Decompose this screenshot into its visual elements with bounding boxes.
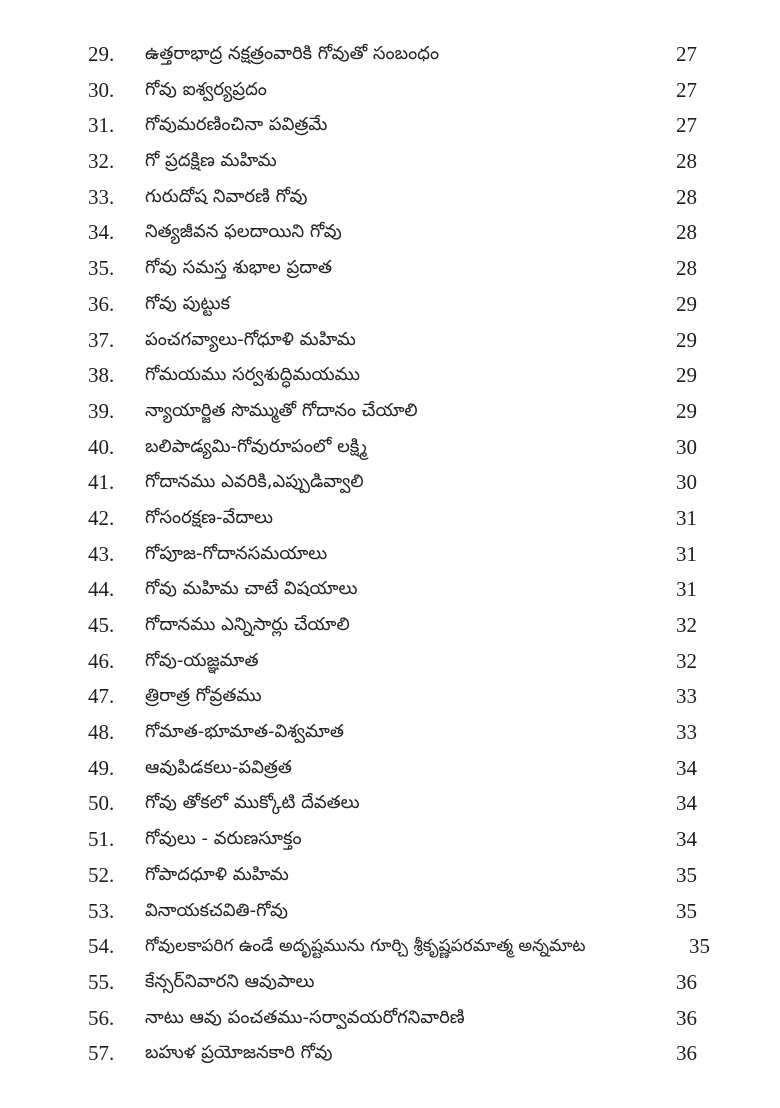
toc-entry: [0, 74, 780, 110]
entry-page-number: 36: [676, 1041, 697, 1066]
entry-title: గోవు ఐశ్వర్యప్రదం: [145, 78, 267, 100]
entry-title: గోవులు - వరుణసూక్తం: [145, 828, 302, 850]
entry-title: న్యాయార్జిత సొమ్ముతో గోదానం చేయాలి: [145, 399, 418, 421]
entry-title: గురుదోష నివారణి గోవు: [145, 185, 308, 207]
entry-page-number: 28: [676, 149, 697, 174]
entry-page-number: 36: [676, 969, 697, 994]
entry-title: గోవు సమస్త శుభాల ప్రదాత: [145, 257, 333, 279]
entry-title: బహుళ ప్రయోజనకారి గోవు: [145, 1042, 333, 1064]
entry-title: గోవు-యజ్ఞమాత: [145, 649, 259, 671]
toc-entry: [0, 680, 780, 716]
entry-number: 38.: [88, 363, 115, 388]
entry-number: 49.: [88, 755, 115, 780]
entry-title: కేన్సర్‌నివారని ఆవుపాలు: [145, 970, 315, 992]
toc-entry: [0, 145, 780, 181]
entry-page-number: 28: [676, 184, 697, 209]
toc-entry: [0, 395, 780, 431]
entry-page-number: 36: [676, 1005, 697, 1030]
entry-number: 54.: [88, 934, 115, 959]
entry-page-number: 33: [676, 684, 697, 709]
entry-number: 50.: [88, 791, 115, 816]
entry-number: 47.: [88, 684, 115, 709]
entry-page-number: 29: [676, 327, 697, 352]
toc-entry: [0, 823, 780, 859]
entry-number: 32.: [88, 149, 115, 174]
entry-number: 48.: [88, 720, 115, 745]
entry-number: 30.: [88, 77, 115, 102]
entry-page-number: 34: [676, 791, 697, 816]
toc-entry: [0, 609, 780, 645]
entry-number: 37.: [88, 327, 115, 352]
entry-number: 39.: [88, 398, 115, 423]
entry-page-number: 32: [676, 613, 697, 637]
entry-title: గోవుమరణించినా పవిత్రమే: [145, 114, 328, 136]
entry-page-number: 27: [676, 113, 697, 138]
entry-title: గోపూజ-గోదానసమయాలు: [145, 542, 328, 564]
toc-entry: [0, 1002, 780, 1038]
entry-page-number: 28: [676, 256, 697, 281]
toc-entry: [0, 538, 780, 574]
entry-page-number: 31: [676, 541, 697, 566]
toc-entry: [0, 573, 780, 609]
entry-number: 55.: [88, 969, 115, 994]
entry-title: గోవు పుట్టుక: [145, 292, 231, 314]
toc-entry: [0, 859, 780, 895]
entry-page-number: 27: [676, 42, 697, 66]
entry-number: 29.: [88, 42, 115, 66]
toc-entry: [0, 752, 780, 788]
entry-number: 35.: [88, 256, 115, 281]
entry-number: 56.: [88, 1005, 115, 1030]
entry-title: గోదానము ఎవరికి,ఎప్పుడివ్వాలి: [145, 471, 364, 493]
entry-page-number: 35: [676, 862, 697, 887]
toc-entry: [0, 966, 780, 1002]
toc-entry: [0, 431, 780, 467]
entry-number: 53.: [88, 898, 115, 923]
entry-number: 41.: [88, 470, 115, 495]
toc-entry: [0, 716, 780, 752]
entry-number: 46.: [88, 648, 115, 673]
entry-number: 36.: [88, 291, 115, 316]
entry-title: గోపాదధూళి మహిమ: [145, 863, 289, 885]
entry-title: నిత్యజీవన ఫలదాయిని గోవు: [145, 221, 342, 243]
toc-entry: [0, 216, 780, 252]
entry-page-number: 30: [676, 434, 697, 459]
toc-entry: [0, 895, 780, 931]
entry-page-number: 27: [676, 77, 697, 102]
entry-title: ఆవుపిడకలు-పవిత్రత: [145, 756, 292, 778]
entry-title: బలిపాడ్యమి-గోవురూపంలో లక్ష్మి: [145, 435, 367, 457]
toc-entry: [0, 359, 780, 395]
entry-number: 43.: [88, 541, 115, 566]
entry-number: 33.: [88, 184, 115, 209]
toc-entry: [0, 466, 780, 502]
entry-number: 31.: [88, 113, 115, 138]
entry-page-number: 31: [676, 505, 697, 530]
entry-page-number: 32: [676, 648, 697, 673]
entry-number: 40.: [88, 434, 115, 459]
entry-title: త్రిరాత్ర గోవ్రతము: [145, 685, 262, 707]
entry-title: నాటు ఆవు పంచతము-సర్వావయరోగనివారిణి: [145, 1006, 465, 1028]
entry-title: ఉత్తరాభాద్ర నక్షత్రంవారికి గోవుతో సంబంధం: [145, 43, 440, 64]
table-of-contents: [0, 38, 780, 1073]
entry-page-number: 29: [676, 398, 697, 423]
entry-number: 42.: [88, 505, 115, 530]
entry-page-number: 33: [676, 720, 697, 745]
entry-title: గోవులకాపరిగ ఉండే అదృష్టమును గూర్చి శ్రీకృష్ణపరమాత్మ అన్నమాట: [145, 936, 586, 957]
toc-entry: [0, 324, 780, 360]
entry-page-number: 34: [676, 827, 697, 852]
toc-entry: [0, 181, 780, 217]
entry-title: గో ప్రదక్షిణ మహిమ: [145, 150, 277, 172]
entry-number: 51.: [88, 827, 115, 852]
entry-page-number: 29: [676, 291, 697, 316]
toc-entry: [0, 38, 780, 74]
toc-entry: [0, 502, 780, 538]
entry-title: గోమాత-భూమాత-విశ్వమాత: [145, 721, 344, 743]
toc-entry: [0, 1037, 780, 1073]
entry-title: వినాయకచవితి-గోవు: [145, 899, 288, 921]
entry-page-number: 30: [676, 470, 697, 495]
toc-entry: [0, 109, 780, 145]
entry-page-number: 35: [676, 898, 697, 923]
entry-title: పంచగవ్యాలు-గోధూళి మహిమ: [145, 328, 356, 350]
entry-title: గోవు తోకలో ముక్కోటి దేవతలు: [145, 792, 360, 814]
toc-entry: [0, 645, 780, 681]
toc-entry: [0, 252, 780, 288]
toc-entry: [0, 787, 780, 823]
entry-number: 45.: [88, 613, 115, 637]
entry-number: 44.: [88, 577, 115, 602]
entry-number: 57.: [88, 1041, 115, 1066]
entry-page-number: 29: [676, 363, 697, 388]
entry-page-number: 31: [676, 577, 697, 602]
entry-page-number: 34: [676, 755, 697, 780]
entry-page-number: 35: [689, 934, 710, 959]
entry-title: గోమయము సర్వశుద్ధిమయము: [145, 364, 360, 386]
entry-number: 34.: [88, 220, 115, 245]
toc-entry: [0, 930, 780, 966]
entry-title: గోవు మహిమ చాటే విషయాలు: [145, 578, 358, 600]
entry-number: 52.: [88, 862, 115, 887]
toc-entry: [0, 288, 780, 324]
entry-page-number: 28: [676, 220, 697, 245]
entry-title: గోదానము ఎన్నిసార్లు చేయాలి: [145, 614, 350, 635]
entry-title: గోసంరక్షణ-వేదాలు: [145, 506, 274, 528]
